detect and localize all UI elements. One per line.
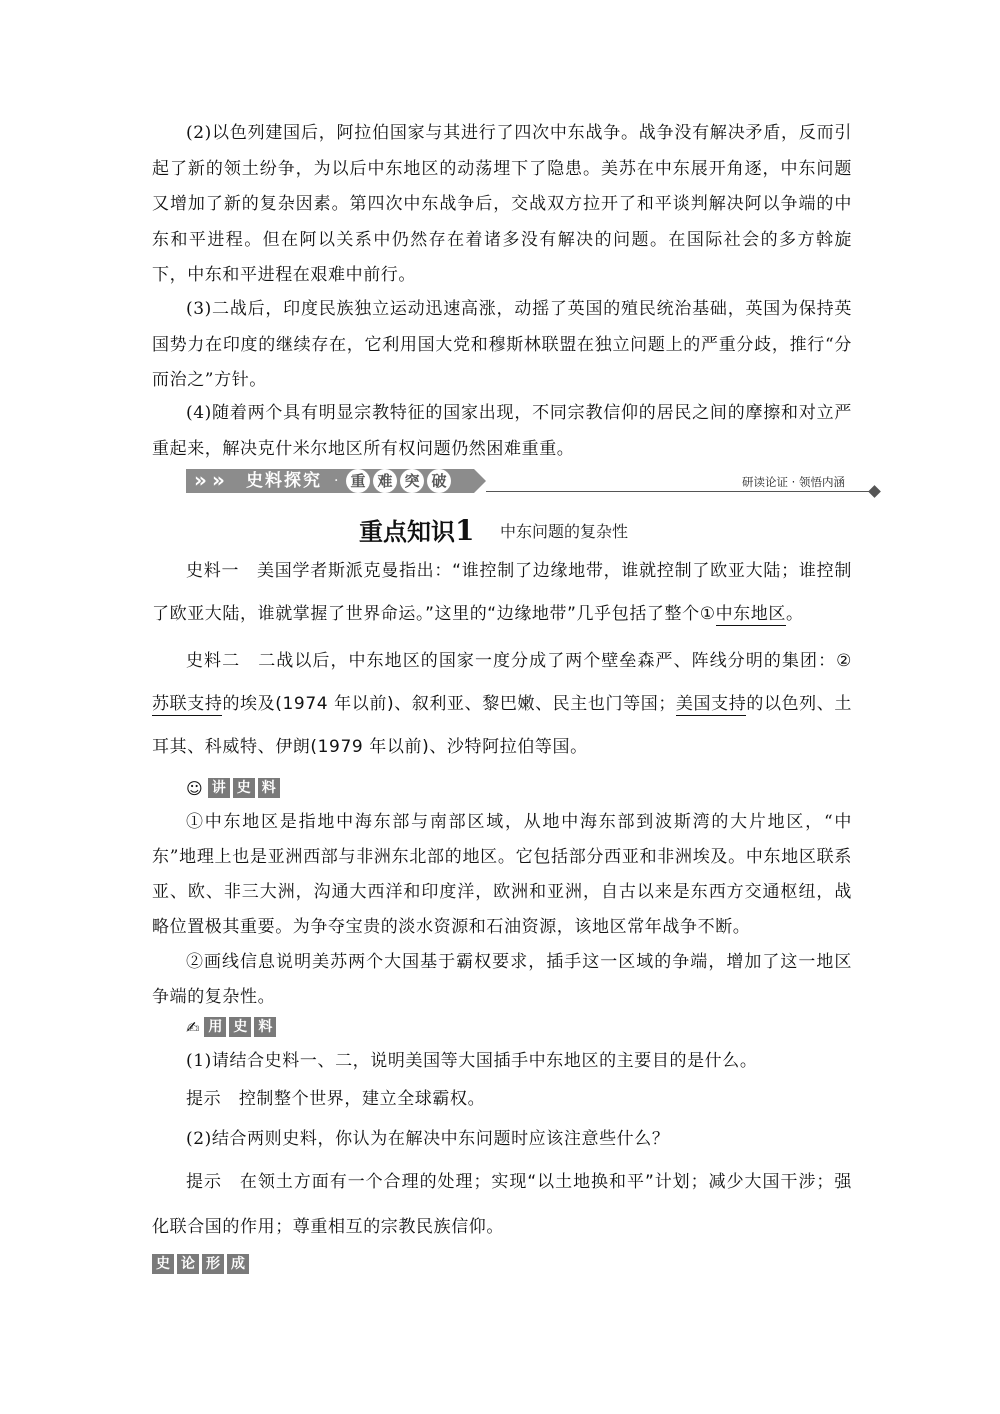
paragraph-4: (4)随着两个具有明显宗教特征的国家出现，不同宗教信仰的居民之间的摩擦和对立严重起来，解决克什米尔地区所有权问题仍然困难重重。 <box>152 403 852 459</box>
key-point-heading <box>359 512 474 547</box>
tag-char: 成 <box>227 1254 249 1274</box>
tag-char: 史 <box>152 1254 174 1274</box>
section-banner <box>186 466 886 496</box>
banner-char: 突 <box>400 469 424 493</box>
banner-separator: · <box>334 473 339 489</box>
banner-rule <box>486 491 874 492</box>
banner-tail <box>474 469 486 493</box>
question-1: (1)请结合史料一、二，说明美国等大国插手中东地区的主要目的是什么。 <box>186 1051 758 1071</box>
source-2-text-c: 的以色列、土耳其、科威特、伊朗(1979 年以前)、沙特阿拉伯等国。 <box>152 694 852 757</box>
conclusion-tag <box>152 1254 249 1274</box>
explanation-2: ②画线信息说明美苏两个大国基于霸权要求，插手这一区域的争端，增加了这一地区争端的复杂性。 <box>152 952 852 1007</box>
hint-label: 提示 <box>186 1089 222 1109</box>
explanation-1: ①中东地区是指地中海东部与南部区域，从地中海东部到波斯湾的大片地区，“中东”地理上也是亚洲西部与非洲东北部的地区。它包括部分西亚和非洲埃及。中东地区联系亚、欧、非三大洲，沟通大西洋和印度洋，欧洲和亚洲，自古以来是东西方交通枢纽，战略位置极其重要。为争夺宝贵的淡水资源和石油资源，该地区常年战争不断。 <box>152 812 852 937</box>
marker-1: ① <box>699 604 716 624</box>
hint-label: 提示 <box>186 1172 222 1192</box>
tag-char: 史 <box>233 778 255 798</box>
explain-tag <box>186 778 280 798</box>
source-2-text-a: 二战以后，中东地区的国家一度分成了两个壁垒森严、阵线分明的集团： <box>258 651 837 671</box>
teacher-icon: ☺ <box>186 778 203 798</box>
source-1-end: 。 <box>785 604 804 624</box>
tag-char: 用 <box>204 1017 226 1037</box>
source-2 <box>152 640 852 769</box>
banner-char: 破 <box>427 469 451 493</box>
key-point-number: 1 <box>455 514 475 547</box>
use-tag <box>186 1017 276 1037</box>
paragraph-2: (2)以色列建国后，阿拉伯国家与其进行了四次中东战争。战争没有解决矛盾，反而引起了新的领土纷争，为以后中东地区的动荡埋下了隐患。美苏在中东展开角逐，中东问题又增加了新的复杂因素。第四次中东战争后，交战双方拉开了和平谈判解决阿以争端的中东和平进程。但在阿以关系中仍然存在着诸多没有解决的问题。在国际社会的多方斡旋下，中东和平进程在艰难中前行。 <box>152 123 852 285</box>
tag-char: 讲 <box>208 778 230 798</box>
key-point-label: 重点知识 <box>359 518 455 546</box>
tag-char: 形 <box>202 1254 224 1274</box>
answer-2-text: 在领土方面有一个合理的处理；实现“以土地换和平”计划；减少大国干涉；强化联合国的作用；尊重相互的宗教民族信仰。 <box>152 1172 852 1237</box>
chevron-right-icon: » <box>194 468 207 492</box>
underlined-text: 中东地区 <box>715 604 786 624</box>
underlined-text: 美国支持 <box>675 694 747 714</box>
chevron-right-icon: » <box>212 468 225 492</box>
banner-subtitle: 研读论证 · 领悟内涵 <box>742 475 845 489</box>
tag-char: 料 <box>258 778 280 798</box>
tag-char: 料 <box>254 1017 276 1037</box>
diamond-icon <box>868 485 881 498</box>
answer-1-text: 控制整个世界，建立全球霸权。 <box>238 1089 486 1109</box>
tag-char: 史 <box>229 1017 251 1037</box>
source-1-label: 史料一 <box>186 561 240 581</box>
source-2-text-b: 的埃及(1974 年以前)、叙利亚、黎巴嫩、民主也门等国； <box>222 694 676 714</box>
key-point-subtitle: 中东问题的复杂性 <box>500 522 629 541</box>
marker-2: ② <box>836 651 852 671</box>
paragraph-3: (3)二战后，印度民族独立运动迅速高涨，动摇了英国的殖民统治基础，英国为保持英国势力在印度的继续存在，它利用国大党和穆斯林联盟在独立问题上的严重分歧，推行“分而治之”方针。 <box>152 299 852 390</box>
banner-title: 史料探究 <box>246 471 322 491</box>
source-1-text: 美国学者斯派克曼指出：“谁控制了边缘地带，谁就控制了欧亚大陆；谁控制了欧亚大陆，谁就掌握了世界命运。”这里的“边缘地带”几乎包括了整个 <box>152 561 852 624</box>
question-2: (2)结合两则史料，你认为在解决中东问题时应该注意些什么？ <box>186 1129 670 1149</box>
underlined-text: 苏联支持 <box>152 694 223 714</box>
answer-1 <box>152 1082 852 1118</box>
source-2-label: 史料二 <box>186 651 241 671</box>
banner-badges <box>346 469 451 493</box>
banner-char: 难 <box>373 469 397 493</box>
source-1 <box>152 550 852 636</box>
answer-2 <box>152 1160 852 1250</box>
pen-icon: ✍ <box>186 1017 200 1037</box>
banner-char: 重 <box>346 469 370 493</box>
tag-char: 论 <box>177 1254 199 1274</box>
